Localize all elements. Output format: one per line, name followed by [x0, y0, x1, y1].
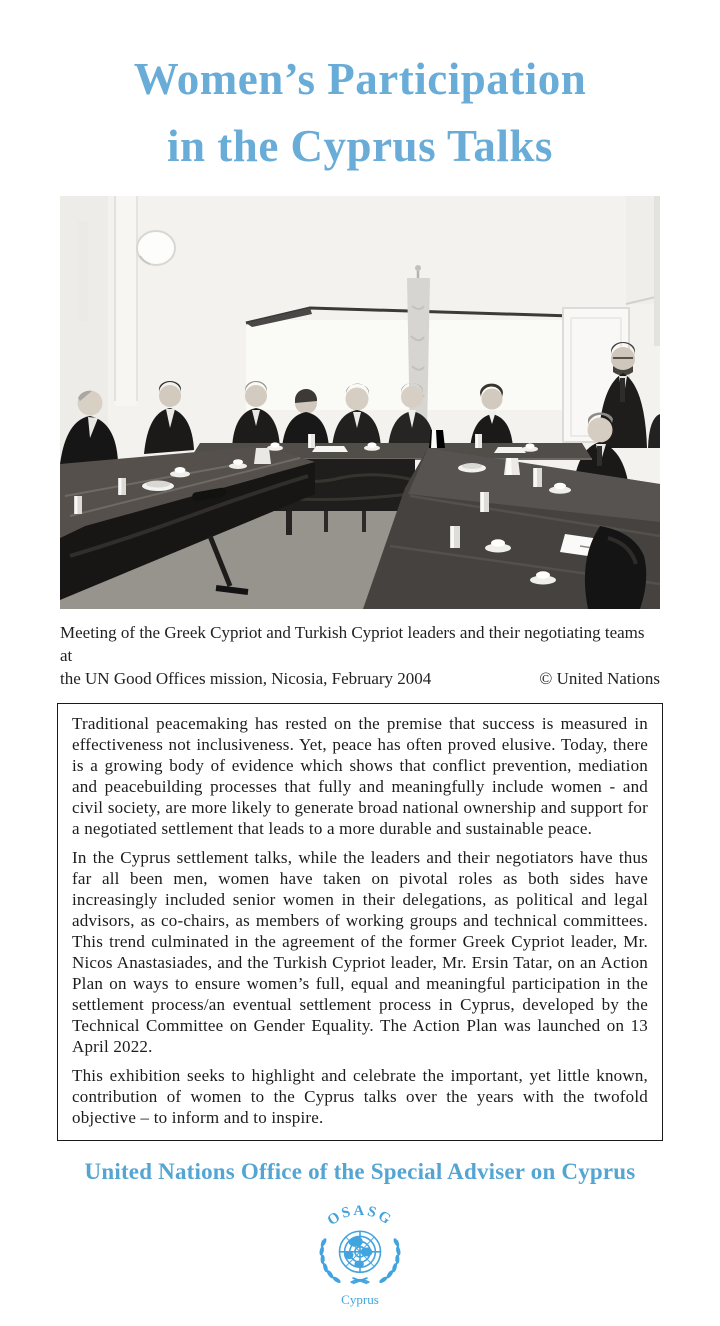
- photo-caption-line2: the UN Good Offices mission, Nicosia, February 2004: [60, 669, 432, 688]
- logo-bottom-label: Cyprus: [341, 1292, 379, 1308]
- footer-org-title: United Nations Office of the Special Adviser on Cyprus: [84, 1159, 636, 1184]
- intro-text-box: [57, 703, 663, 1141]
- page-title-line1: Women’s Participation: [133, 54, 587, 104]
- photo-caption-line1: Meeting of the Greek Cypriot and Turkish Cypriot leaders and their negotiating teams at: [60, 623, 645, 665]
- page-title: [0, 46, 720, 180]
- intro-paragraph-1: Traditional peacemaking has rested on the premise that success is measured in effectiveness not inclusiveness. Yet, peace has often proved elusive. Today, there is a growing body of evidence which shows that conflict prevention, mediation and peacebuilding processes that fully and meaningfully include women - and civil society, are more likely to generate broad national ownership and support for a negotiated settlement that leads to a more durable and sustainable peace.: [72, 714, 648, 838]
- osasg-cyprus-logo: [304, 1190, 416, 1308]
- page-title-line2: in the Cyprus Talks: [167, 121, 553, 171]
- exhibition-panel: [0, 46, 720, 1326]
- logo-top-label: OSASG: [324, 1202, 396, 1229]
- un-emblem-icon: [304, 1190, 416, 1308]
- intro-paragraph-3: This exhibition seeks to highlight and celebrate the important, yet little known, contribution of women to the Cyprus talks over the years with the twofold objective – to inform and to inspire.: [72, 1066, 648, 1127]
- wall-lamp-icon: [137, 231, 175, 265]
- photo-credit: © United Nations: [539, 669, 660, 688]
- photo-caption: [60, 621, 660, 690]
- svg-text:OSASG: [325, 1203, 396, 1229]
- intro-paragraph-2: In the Cyprus settlement talks, while the leaders and their negotiators have thus far all been men, women have taken on pivotal roles as both sides have increasingly included senior women in their delegations, as political and legal advisors, as co-chairs, as members of working groups and technical committees. This trend culminated in the agreement of the former Greek Cypriot leader, Mr. Nicos Anastasiades, and the Turkish Cypriot leader, Mr. Ersin Tatar, on an Action Plan on ways to ensure women’s full, equal and meaningful participation in the settlement process/an eventual settlement process in Cyprus, developed by the Technical Committee on Gender Equality. The Action Plan was launched on 13 April 2022.: [72, 848, 648, 1056]
- meeting-photo-illustration: [60, 196, 660, 609]
- meeting-photo: [60, 196, 660, 609]
